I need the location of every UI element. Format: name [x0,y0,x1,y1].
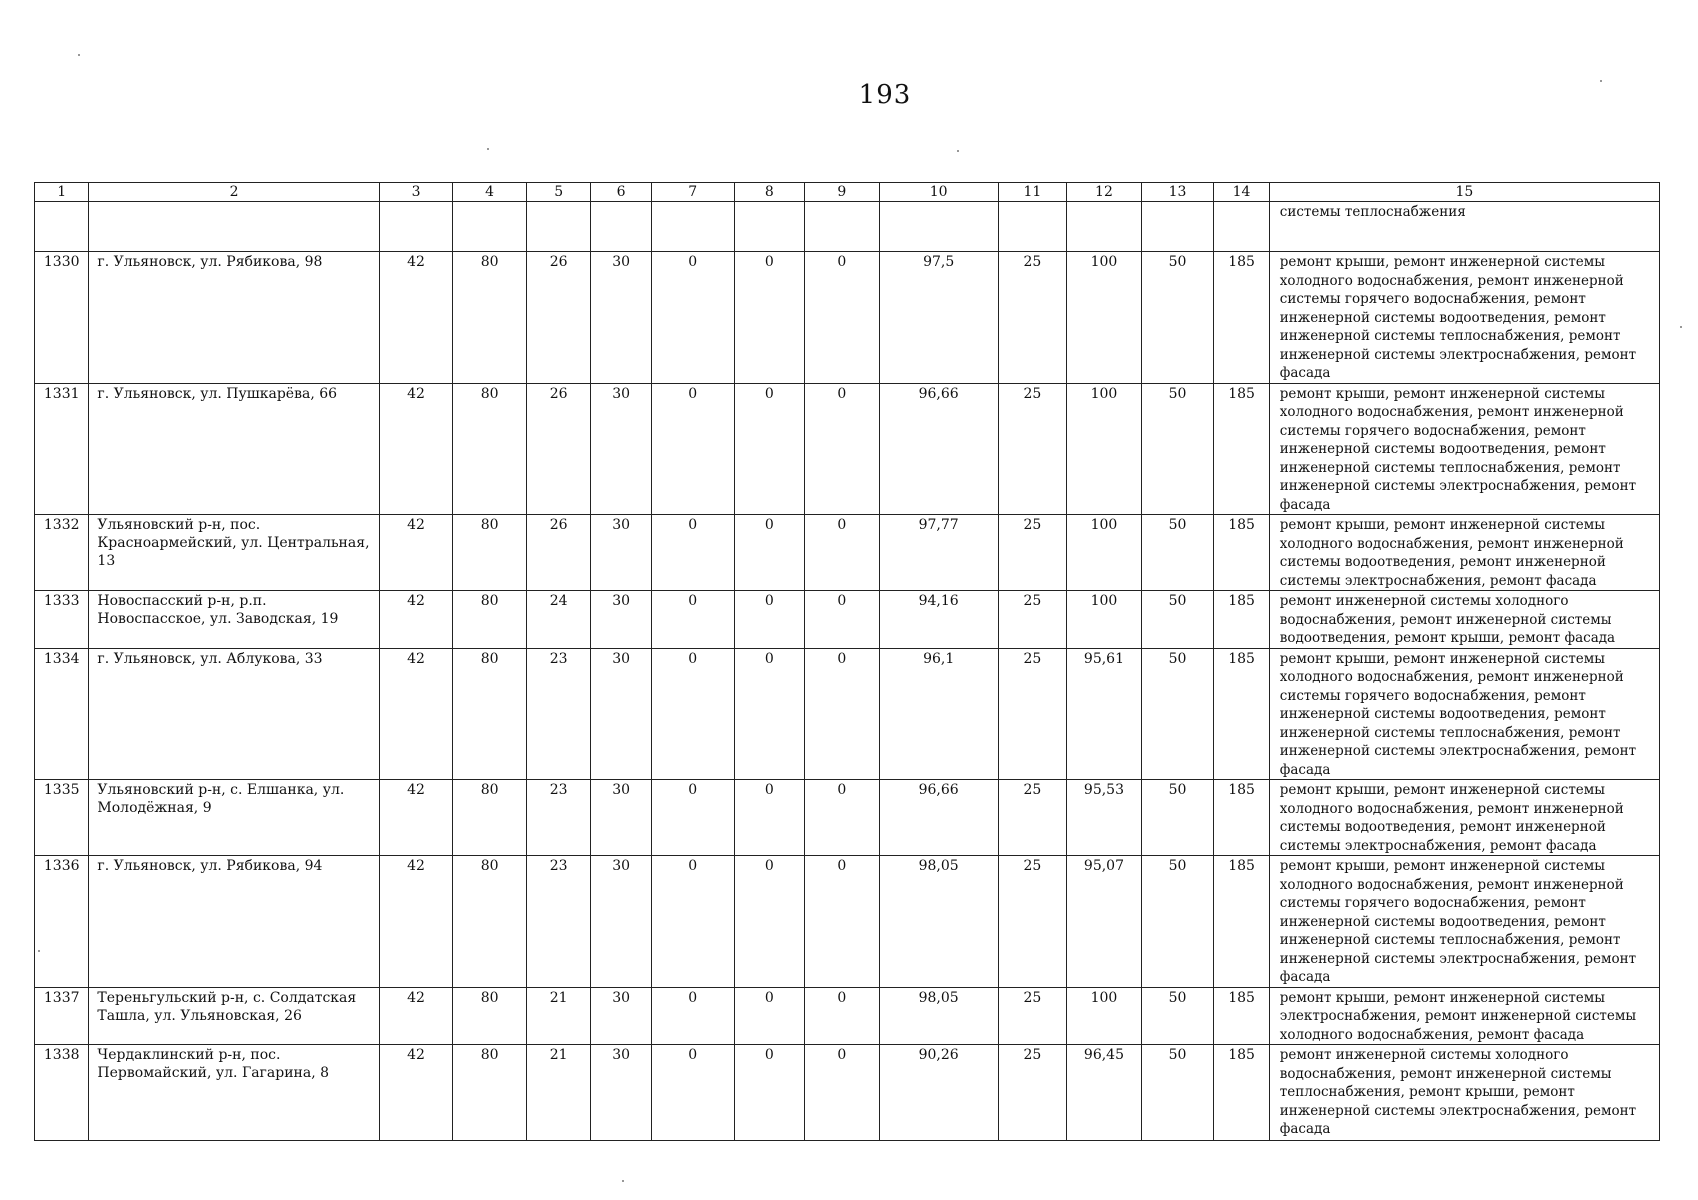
value-cell: 0 [805,780,880,856]
value-cell: 0 [734,515,805,591]
value-cell: 0 [734,780,805,856]
value-cell: 0 [651,780,734,856]
value-cell: 50 [1141,648,1214,780]
value-cell: 80 [453,383,527,515]
value-cell: 30 [591,856,651,988]
work-types-cell: ремонт крыши, ремонт инженерной системы электроснабжения, ремонт инженерной системы холодного водоснабжения, ремонт фасада [1269,987,1659,1045]
value-cell: 0 [805,1045,880,1141]
table-row [35,383,1660,515]
column-header: 11 [998,183,1067,202]
value-cell: 185 [1214,591,1269,649]
value-cell: 42 [379,856,453,988]
value-cell: 26 [526,515,591,591]
value-cell: 30 [591,648,651,780]
column-header: 15 [1269,183,1659,202]
column-header: 3 [379,183,453,202]
row-number-cell: 1331 [35,383,89,515]
value-cell: 21 [526,987,591,1045]
value-cell: 80 [453,591,527,649]
scan-speck [78,54,80,56]
value-cell: 50 [1141,1045,1214,1141]
table-row [35,515,1660,591]
value-cell: 30 [591,987,651,1045]
value-cell: 80 [453,252,527,384]
row-number-cell: 1332 [35,515,89,591]
value-cell: 100 [1067,515,1142,591]
value-cell: 96,45 [1067,1045,1142,1141]
row-number-cell: 1338 [35,1045,89,1141]
value-cell: 42 [379,780,453,856]
address-cell: г. Ульяновск, ул. Рябикова, 94 [89,856,379,988]
value-cell: 0 [651,648,734,780]
value-cell: 42 [379,987,453,1045]
table-row [35,987,1660,1045]
value-cell: 0 [805,252,880,384]
value-cell: 185 [1214,1045,1269,1141]
address-cell: Ульяновский р-н, пос. Красноармейский, ул. Центральная, 13 [89,515,379,591]
value-cell: 0 [734,648,805,780]
value-cell: 100 [1067,252,1142,384]
value-cell: 30 [591,780,651,856]
value-cell: 185 [1214,515,1269,591]
value-cell: 42 [379,515,453,591]
value-cell: 185 [1214,648,1269,780]
value-cell: 0 [805,987,880,1045]
value-cell: 0 [805,591,880,649]
repair-program-table [34,182,1660,1141]
address-cell: г. Ульяновск, ул. Аблукова, 33 [89,648,379,780]
value-cell: 80 [453,856,527,988]
value-cell: 94,16 [879,591,998,649]
column-header: 1 [35,183,89,202]
address-cell: Чердаклинский р-н, пос. Первомайский, ул. Гагарина, 8 [89,1045,379,1141]
column-header: 2 [89,183,379,202]
value-cell: 80 [453,987,527,1045]
value-cell: 50 [1141,252,1214,384]
work-types-cell: ремонт крыши, ремонт инженерной системы холодного водоснабжения, ремонт инженерной системы горячего водоснабжения, ремонт инженерной системы водоотведения, ремонт инженерной системы теплоснабжения, ремонт инженерной системы электроснабжения, ремонт фасада [1269,252,1659,384]
value-cell: 96,66 [879,780,998,856]
value-cell: 0 [651,252,734,384]
address-cell: г. Ульяновск, ул. Пушкарёва, 66 [89,383,379,515]
value-cell: 25 [998,515,1067,591]
value-cell: 185 [1214,252,1269,384]
value-cell: 0 [734,591,805,649]
value-cell: 25 [998,1045,1067,1141]
value-cell: 50 [1141,856,1214,988]
value-cell: 90,26 [879,1045,998,1141]
work-types-cell: системы теплоснабжения [1269,202,1659,252]
value-cell: 0 [651,591,734,649]
value-cell: 26 [526,383,591,515]
work-types-cell: ремонт инженерной системы холодного водоснабжения, ремонт инженерной системы водоотведения, ремонт крыши, ремонт фасада [1269,591,1659,649]
value-cell: 0 [734,383,805,515]
row-number-cell: 1330 [35,252,89,384]
scan-speck [622,1180,624,1182]
column-header: 5 [526,183,591,202]
value-cell: 97,77 [879,515,998,591]
value-cell: 0 [651,515,734,591]
value-cell: 25 [998,856,1067,988]
value-cell: 30 [591,383,651,515]
value-cell: 42 [379,648,453,780]
value-cell: 0 [651,1045,734,1141]
value-cell: 42 [379,383,453,515]
value-cell: 0 [734,856,805,988]
value-cell: 25 [998,780,1067,856]
address-cell: Тереньгульский р-н, с. Солдатская Ташла, ул. Ульяновская, 26 [89,987,379,1045]
table-row [35,780,1660,856]
work-types-cell: ремонт крыши, ремонт инженерной системы холодного водоснабжения, ремонт инженерной системы водоотведения, ремонт инженерной системы электроснабжения, ремонт фасада [1269,515,1659,591]
value-cell: 0 [651,856,734,988]
value-cell: 42 [379,1045,453,1141]
value-cell: 24 [526,591,591,649]
value-cell: 185 [1214,780,1269,856]
column-header: 12 [1067,183,1142,202]
value-cell: 50 [1141,515,1214,591]
row-number-cell: 1333 [35,591,89,649]
scan-speck [1600,80,1602,82]
value-cell: 50 [1141,591,1214,649]
value-cell: 95,07 [1067,856,1142,988]
column-header: 7 [651,183,734,202]
value-cell: 80 [453,515,527,591]
value-cell: 100 [1067,383,1142,515]
value-cell: 98,05 [879,856,998,988]
value-cell: 50 [1141,987,1214,1045]
value-cell: 0 [734,987,805,1045]
address-cell: Ульяновский р-н, с. Елшанка, ул. Молодёжная, 9 [89,780,379,856]
value-cell: 80 [453,1045,527,1141]
value-cell: 30 [591,1045,651,1141]
scan-speck [487,148,489,150]
value-cell: 96,66 [879,383,998,515]
value-cell: 23 [526,856,591,988]
value-cell: 0 [734,1045,805,1141]
value-cell: 30 [591,591,651,649]
value-cell: 42 [379,591,453,649]
value-cell: 25 [998,648,1067,780]
work-types-cell: ремонт крыши, ремонт инженерной системы холодного водоснабжения, ремонт инженерной системы горячего водоснабжения, ремонт инженерной системы водоотведения, ремонт инженерной системы теплоснабжения, ремонт инженерной системы электроснабжения, ремонт фасада [1269,856,1659,988]
work-types-cell: ремонт крыши, ремонт инженерной системы холодного водоснабжения, ремонт инженерной системы горячего водоснабжения, ремонт инженерной системы водоотведения, ремонт инженерной системы теплоснабжения, ремонт инженерной системы электроснабжения, ремонт фасада [1269,383,1659,515]
value-cell: 42 [379,252,453,384]
value-cell: 25 [998,987,1067,1045]
column-header: 9 [805,183,880,202]
value-cell: 80 [453,648,527,780]
work-types-cell: ремонт крыши, ремонт инженерной системы холодного водоснабжения, ремонт инженерной системы горячего водоснабжения, ремонт инженерной системы водоотведения, ремонт инженерной системы теплоснабжения, ремонт инженерной системы электроснабжения, ремонт фасада [1269,648,1659,780]
value-cell: 23 [526,780,591,856]
value-cell: 100 [1067,987,1142,1045]
value-cell: 23 [526,648,591,780]
scan-speck [1680,326,1682,328]
value-cell: 21 [526,1045,591,1141]
value-cell: 30 [591,252,651,384]
value-cell: 30 [591,515,651,591]
column-header: 6 [591,183,651,202]
value-cell: 26 [526,252,591,384]
value-cell: 95,61 [1067,648,1142,780]
value-cell: 0 [651,383,734,515]
column-header: 13 [1141,183,1214,202]
value-cell: 97,5 [879,252,998,384]
value-cell: 25 [998,252,1067,384]
scan-speck [957,150,959,152]
column-header: 14 [1214,183,1269,202]
address-cell: г. Ульяновск, ул. Рябикова, 98 [89,252,379,384]
value-cell: 50 [1141,383,1214,515]
table-row [35,1045,1660,1141]
value-cell: 95,53 [1067,780,1142,856]
table-row [35,856,1660,988]
work-types-cell: ремонт крыши, ремонт инженерной системы холодного водоснабжения, ремонт инженерной системы водоотведения, ремонт инженерной системы электроснабжения, ремонт фасада [1269,780,1659,856]
value-cell: 0 [805,515,880,591]
value-cell: 0 [734,252,805,384]
value-cell: 96,1 [879,648,998,780]
work-types-cell: ремонт инженерной системы холодного водоснабжения, ремонт инженерной системы теплоснабжения, ремонт крыши, ремонт инженерной системы электроснабжения, ремонт фасада [1269,1045,1659,1141]
value-cell: 0 [805,856,880,988]
value-cell: 100 [1067,591,1142,649]
row-number-cell: 1334 [35,648,89,780]
value-cell: 98,05 [879,987,998,1045]
value-cell: 0 [651,987,734,1045]
value-cell: 25 [998,591,1067,649]
value-cell: 25 [998,383,1067,515]
column-header: 4 [453,183,527,202]
value-cell: 185 [1214,856,1269,988]
table-row [35,648,1660,780]
value-cell: 185 [1214,987,1269,1045]
value-cell: 80 [453,780,527,856]
value-cell: 0 [805,648,880,780]
column-number-row [35,183,1660,202]
value-cell: 185 [1214,383,1269,515]
continuation-row [35,202,1660,252]
column-header: 10 [879,183,998,202]
column-header: 8 [734,183,805,202]
table-row [35,252,1660,384]
table-row [35,591,1660,649]
value-cell: 50 [1141,780,1214,856]
row-number-cell: 1337 [35,987,89,1045]
address-cell: Новоспасский р-н, р.п. Новоспасское, ул. Заводская, 19 [89,591,379,649]
row-number-cell: 1336 [35,856,89,988]
row-number-cell: 1335 [35,780,89,856]
page-number: 193 [858,80,912,110]
value-cell: 0 [805,383,880,515]
